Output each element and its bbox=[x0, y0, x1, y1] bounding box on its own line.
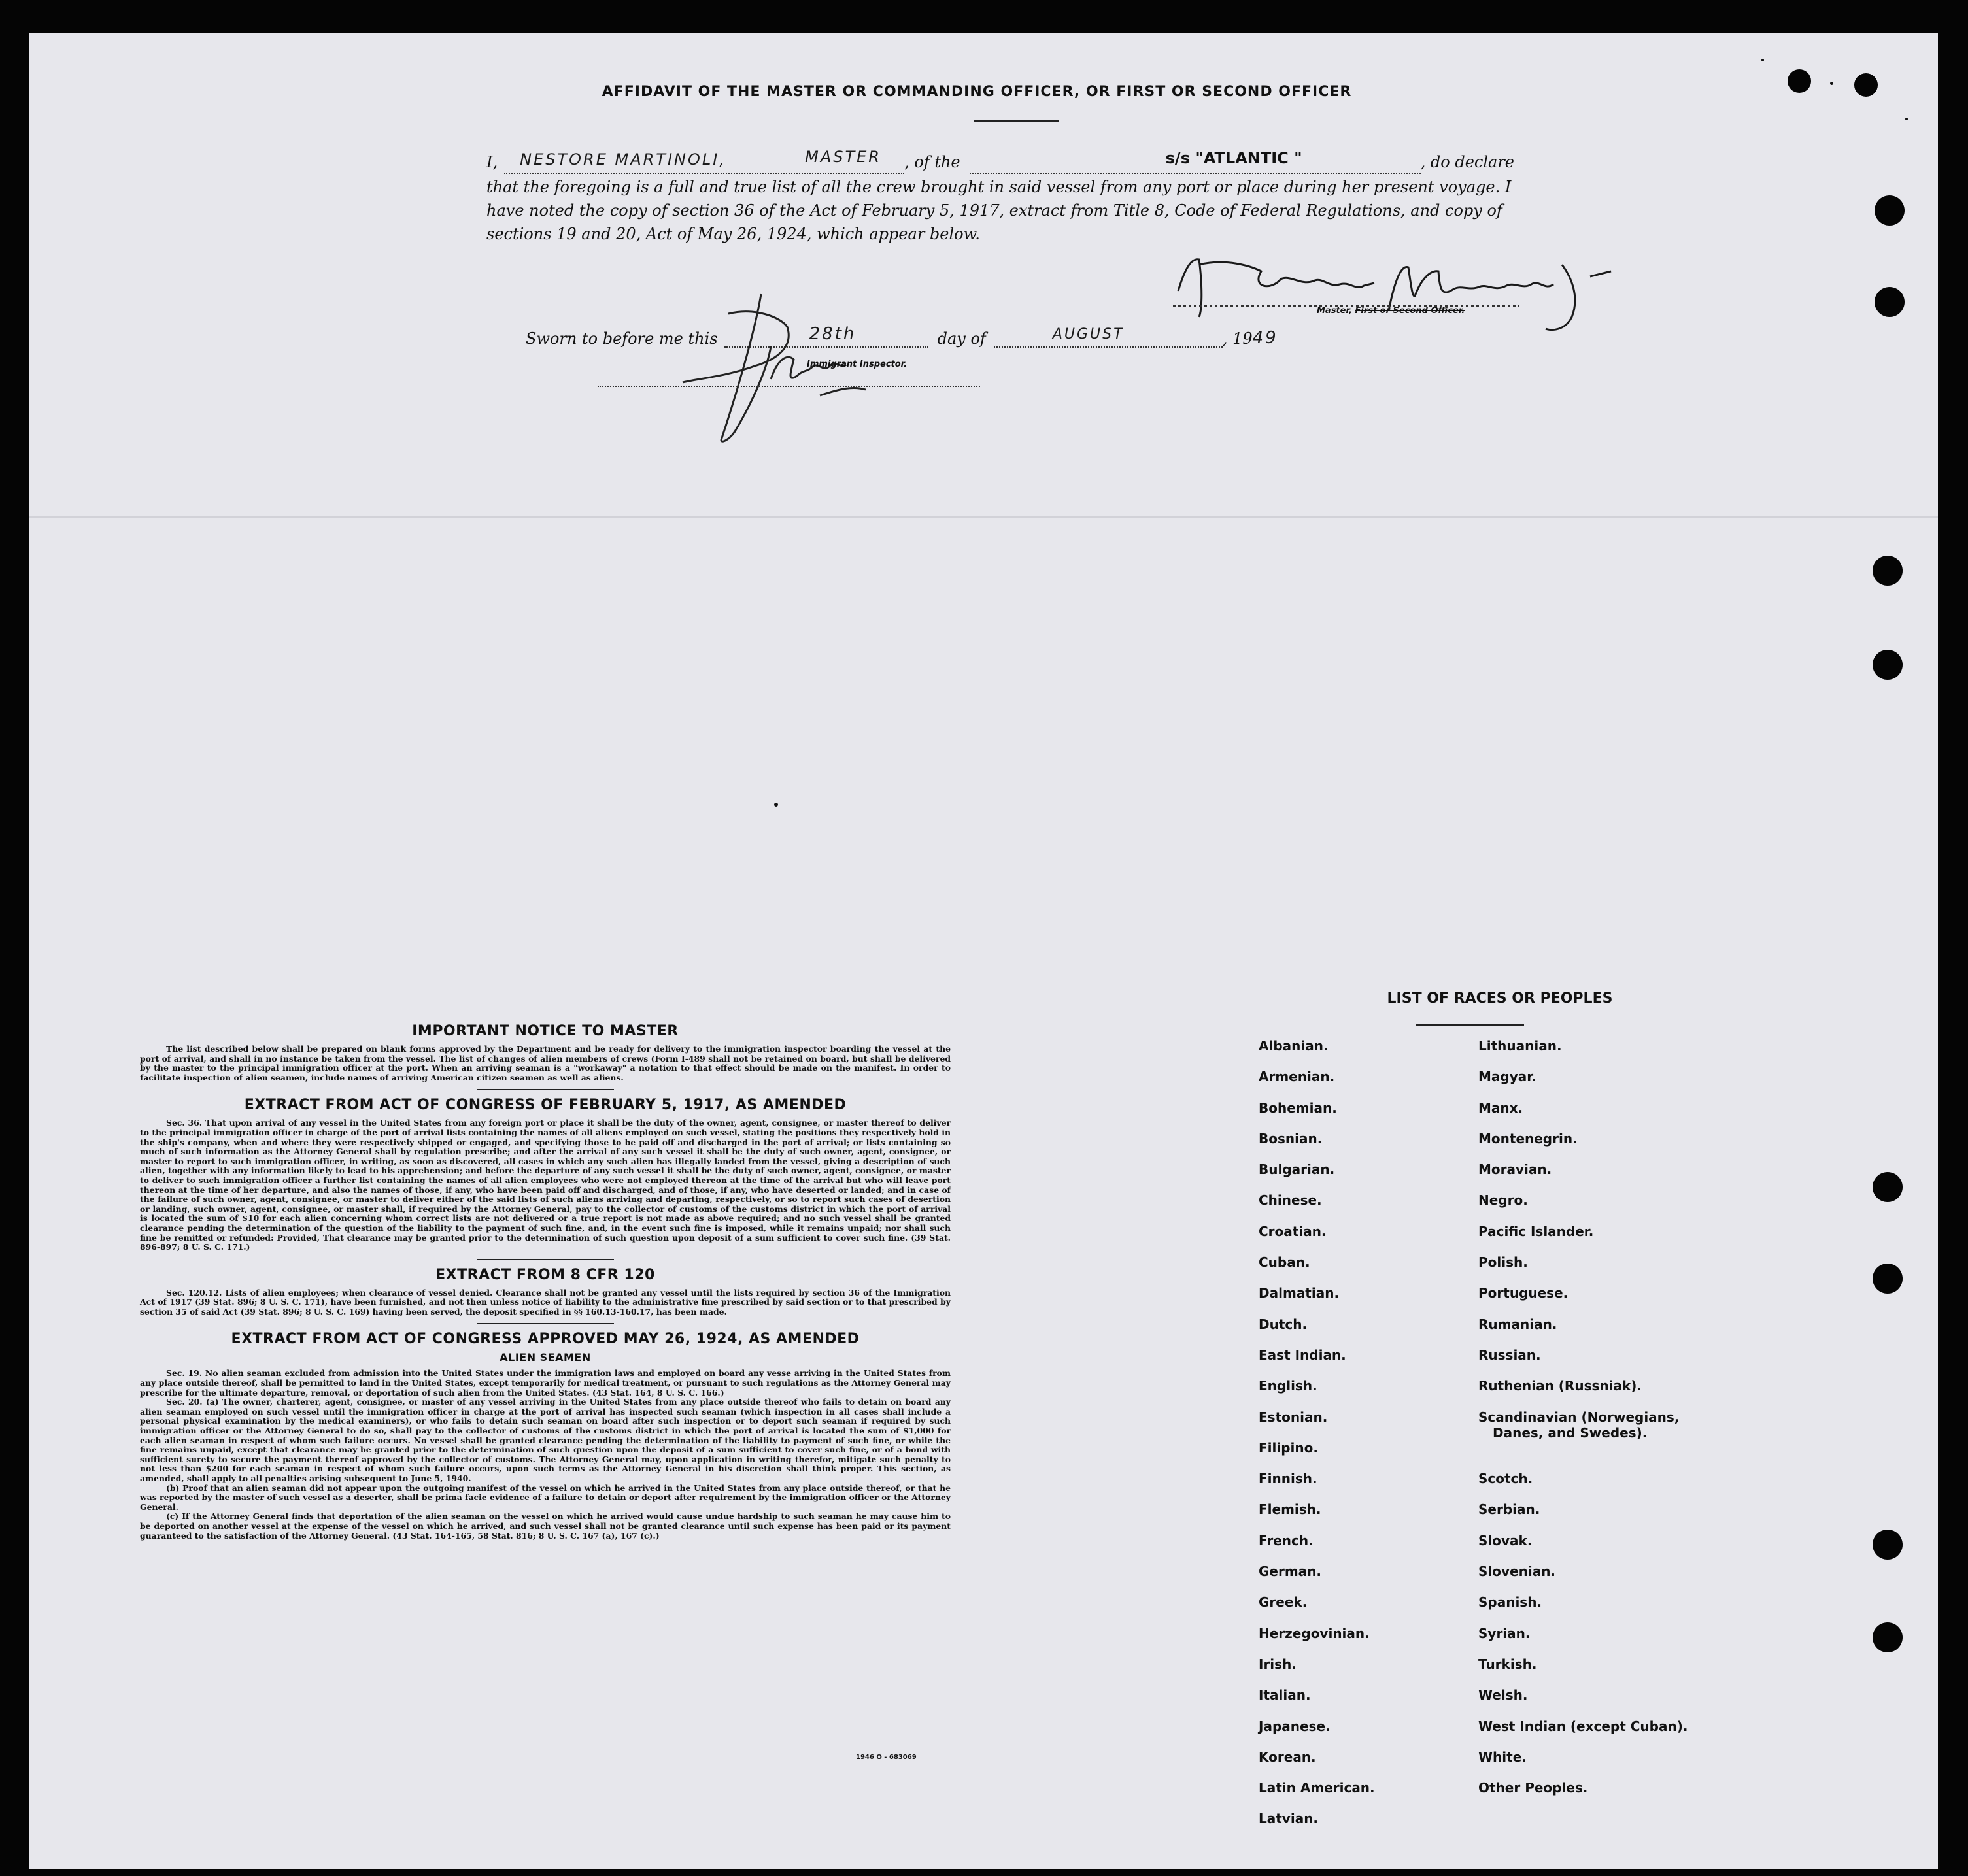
race-item: English. bbox=[1259, 1378, 1317, 1394]
race-item: Albanian. bbox=[1259, 1038, 1329, 1054]
print-code: 1946 O - 683069 bbox=[856, 1754, 917, 1761]
master-signature-label bbox=[1317, 306, 1465, 316]
section-divider bbox=[477, 1259, 614, 1260]
race-item: Bosnian. bbox=[1259, 1130, 1323, 1147]
race-item: Slovak. bbox=[1478, 1532, 1533, 1549]
race-item: Russian. bbox=[1478, 1347, 1541, 1363]
race-item-label: Scandinavian (Norwegians, bbox=[1478, 1409, 1680, 1425]
master-label: Master, bbox=[1317, 306, 1352, 316]
race-item: West Indian (except Cuban). bbox=[1478, 1718, 1688, 1734]
inspector-signature-line bbox=[598, 386, 980, 387]
binder-hole-icon bbox=[1873, 556, 1903, 586]
race-item: Serbian. bbox=[1478, 1501, 1540, 1518]
declaration-line bbox=[486, 150, 1549, 174]
race-item: Italian. bbox=[1259, 1687, 1311, 1703]
race-item: White. bbox=[1478, 1749, 1527, 1765]
race-item: Portuguese. bbox=[1478, 1285, 1569, 1301]
race-item: German. bbox=[1259, 1564, 1322, 1580]
races-left-column bbox=[1259, 1038, 1375, 1842]
section-divider bbox=[477, 1089, 614, 1090]
sec19-paragraph: Sec. 19. No alien seaman excluded from admission into the United States under the immigration laws and employed on board any vesse arriving in the United States from any place outside thereof, shall be permitted to land in the United States, except temporarily for medical treatment, or pursuant to such regulations as the Attorney General may prescribe for the ultimate departure, removal, or deportation of such alien from the United States. (43 Stat. 164, 8 U. S. C. 166.) bbox=[140, 1368, 951, 1398]
binder-hole-icon bbox=[1873, 1172, 1903, 1202]
races-title-rule bbox=[1416, 1024, 1524, 1026]
notice-text bbox=[140, 1045, 951, 1082]
race-item: Other Peoples. bbox=[1478, 1780, 1588, 1796]
ink-speck bbox=[1761, 59, 1764, 61]
extract-1917-text bbox=[140, 1118, 951, 1252]
race-item-scandinavian bbox=[1478, 1409, 1688, 1471]
race-item: Ruthenian (Russniak). bbox=[1478, 1378, 1642, 1394]
binder-hole-icon bbox=[1873, 1264, 1903, 1294]
race-item: Japanese. bbox=[1259, 1718, 1331, 1734]
extract-cfr-text bbox=[140, 1288, 951, 1317]
race-item: Armenian. bbox=[1259, 1069, 1335, 1085]
extract-1924-title: EXTRACT FROM ACT OF CONGRESS APPROVED MAY 26, 1924, AS AMENDED bbox=[231, 1331, 860, 1348]
page-fold-line bbox=[29, 516, 1938, 518]
master-signature-icon bbox=[1153, 219, 1624, 343]
day-of-label: day of bbox=[937, 329, 986, 348]
race-item: Slovenian. bbox=[1478, 1564, 1556, 1580]
races-title: LIST OF RACES OR PEOPLES bbox=[1387, 990, 1613, 1007]
race-item: Rumanian. bbox=[1478, 1316, 1557, 1332]
binder-hole-icon bbox=[1875, 287, 1905, 317]
race-item: Finnish. bbox=[1259, 1471, 1317, 1487]
extract-cfr-title: EXTRACT FROM 8 CFR 120 bbox=[435, 1266, 655, 1283]
ink-speck bbox=[1905, 118, 1908, 120]
race-item: Dalmatian. bbox=[1259, 1285, 1340, 1301]
race-item: Latin American. bbox=[1259, 1780, 1375, 1796]
race-item: Spanish. bbox=[1478, 1594, 1542, 1611]
month-handwritten: AUGUST bbox=[1052, 326, 1125, 343]
binder-hole-icon bbox=[1873, 1622, 1903, 1652]
affidavit-title: AFFIDAVIT OF THE MASTER OR COMMANDING OFFICER, OR FIRST OR SECOND OFFICER bbox=[602, 84, 1352, 100]
binder-hole-icon bbox=[1873, 650, 1903, 680]
year-handwritten: 49 bbox=[1252, 328, 1278, 348]
title-rule bbox=[974, 120, 1059, 122]
race-item: Syrian. bbox=[1478, 1625, 1531, 1641]
year-prefix: , 19 bbox=[1222, 329, 1253, 348]
vessel-name: s/s "ATLANTIC " bbox=[1165, 149, 1302, 167]
officer-label-struck: First or Second Officer. bbox=[1355, 306, 1465, 316]
race-item-continued: Danes, and Swedes). bbox=[1493, 1424, 1648, 1441]
extract-1917-title: EXTRACT FROM ACT OF CONGRESS OF FEBRUARY 5, 1917, AS AMENDED bbox=[244, 1097, 847, 1114]
extract-1924-text bbox=[140, 1369, 951, 1541]
race-item: Turkish. bbox=[1478, 1656, 1537, 1672]
race-item: Polish. bbox=[1478, 1254, 1528, 1271]
race-item: Bohemian. bbox=[1259, 1099, 1337, 1116]
race-item: Chinese. bbox=[1259, 1192, 1322, 1209]
notice-paragraph: The list described below shall be prepared on blank forms approved by the Department and be ready for delivery to the immigration inspector boarding the vessel at the port of arrival, and shall in no instance be taken from the vessel. The list of changes of alien members of crews (Form I-489 shall not be retained on board, but shall be delivered by the master to the principal immigration officer at the port. When an arriving seaman is a "workaway" a notation to that effect should be made on the manifest. In order to facilitate inspection of alien seamen, include names of arriving American citizen seamen as well as aliens. bbox=[140, 1044, 951, 1082]
race-item: Lithuanian. bbox=[1478, 1038, 1562, 1054]
of-the-label: , of the bbox=[904, 153, 960, 171]
race-item: Herzegovinian. bbox=[1259, 1625, 1370, 1641]
race-item: French. bbox=[1259, 1532, 1314, 1549]
race-item: Estonian. bbox=[1259, 1409, 1328, 1425]
race-item: Negro. bbox=[1478, 1192, 1528, 1209]
notice-title: IMPORTANT NOTICE TO MASTER bbox=[412, 1023, 679, 1039]
vessel-name-field bbox=[970, 149, 1421, 174]
race-item: Greek. bbox=[1259, 1594, 1308, 1611]
race-item: Scotch. bbox=[1478, 1471, 1533, 1487]
race-item: Bulgarian. bbox=[1259, 1162, 1335, 1178]
race-item: Magyar. bbox=[1478, 1069, 1536, 1085]
document-page bbox=[29, 33, 1938, 1869]
binder-hole-icon bbox=[1854, 73, 1878, 97]
race-item: Filipino. bbox=[1259, 1439, 1318, 1456]
sec20a-paragraph: Sec. 20. (a) The owner, charterer, agent, consignee, or master of any vessel arriving in the United States from any place outside thereof who fails to detain on board any alien seaman employed on such vessel until the immigration officer in charge at the port of arrival has inspected such seaman (which inspection in all cases shall include a personal physical examination by the medical examiners), or who fails to detain such seaman on board after such inspection or to deport such seaman if required by such immigration officer or the Attorney General to do so, shall pay to the collector of customs of the customs district in which the port of arrival is located the sum of $1,000 for each alien seaman in respect of whom such failure occurs. No vessel shall be granted clearance pending the determination of the liability to payment of such fine, or while the fine remains unpaid, except that clearance may be granted prior to the determination of such question upon the deposit of a sum sufficient to cover such fine, or of a bond with sufficient surety to secure the payment thereof approved by the collector of customs. The Attorney General may, upon application in writing therefor, mitigate such penalty to not less than $200 for each seaman in respect of whom such failure occurs, upon such terms as the Attorney General in his discretion shall think proper. This section, as amended, shall apply to all penalties arising subsequent to June 5, 1940. bbox=[140, 1397, 951, 1483]
sec36-paragraph: Sec. 36. That upon arrival of any vessel in the United States from any foreign port or place it shall be the duty of the owner, agent, consignee, or master thereof to deliver to the principal immigration officer in charge of the port of arrival lists containing the names of all aliens employed on such vessel, stating the positions they respectively hold in the ship's company, when and where they were respectively shipped or engaged, and specifying those to be paid off and discharged in the port of arrival; or lists containing so much of such information as the Attorney General shall by regulation prescribe; and after the arrival of any such vessel it shall be the duty of such owner, agent, consignee, or master to report to such immigration officer, in writing, as soon as discovered, all cases in which any such alien has illegally landed from the vessel, giving a description of such alien, together with any information likely to lead to his apprehension; and before the departure of any such vessel it shall be the duty of such owner, agent, consignee, or master to deliver to such immigration officer a further list containing the names of all alien employees who were not employed thereon at the time of the arrival but who will leave port thereon at the time of her departure, and also the names of those, if any, who have been paid off and discharged, and of those, if any, who have deserted or landed; and in case of the failure of such owner, agent, consignee, or master to deliver either of the said lists of such aliens arriving and departing, respectively, or so to report such cases of desertion or landing, such owner, agent, consignee, or master shall, if required by the Attorney General, pay to the collector of customs of the customs district in which the port of arrival is located the sum of $10 for each alien concerning whom correct lists are not delivered or a true report is not made as above required; and no such vessel shall be granted clearance pending the determination of the question of the liability to the payment of such fine, and, in the event such fine is imposed, while it remains unpaid; nor shall such fine be remitted or refunded: Provided, That clearance may be granted prior to the determination of such question upon deposit of a sum sufficient to cover such fine. (39 Stat. 896-897; 8 U. S. C. 171.) bbox=[140, 1118, 951, 1252]
binder-hole-icon bbox=[1875, 195, 1905, 226]
race-item: Cuban. bbox=[1259, 1254, 1310, 1271]
race-item: Pacific Islander. bbox=[1478, 1223, 1594, 1239]
race-item: Montenegrin. bbox=[1478, 1130, 1578, 1147]
race-item: Korean. bbox=[1259, 1749, 1316, 1765]
rank-handwritten: MASTER bbox=[805, 148, 881, 166]
notice-column bbox=[140, 1023, 951, 1541]
sworn-line bbox=[526, 324, 1278, 348]
sec120-paragraph: Sec. 120.12. Lists of alien employees; when clearance of vessel denied. Clearance shall not be granted any vessel until the lists required by section 36 of the Immigration Act of 1917 (39 Stat. 896; 8 U. S. C. 171), have been furnished, and not then unless notice of liability to the administrative fine prescribed by said section or to that prescribed by section 35 of said Act (39 Stat. 896; 8 U. S. C. 169) having been served, the deposit specified in §§ 160.13-160.17, has been made. bbox=[140, 1287, 951, 1316]
sec20c-paragraph: (c) If the Attorney General finds that deportation of the alien seaman on the vessel on which he arrived would cause undue hardship to such seaman he may cause him to be deported on another vessel at the expense of the vessel on which he arrived, and such vessel shall not be granted clearance until such expense has been paid or its payment guaranteed to the satisfaction of the Attorney General. (43 Stat. 164-165, 58 Stat. 816; 8 U. S. C. 167 (a), 167 (c).) bbox=[140, 1511, 951, 1541]
race-item: Dutch. bbox=[1259, 1316, 1308, 1332]
race-item: Flemish. bbox=[1259, 1501, 1321, 1518]
month-field bbox=[994, 327, 1223, 348]
race-item: Croatian. bbox=[1259, 1223, 1327, 1239]
races-right-column bbox=[1478, 1038, 1688, 1811]
race-item: Welsh. bbox=[1478, 1687, 1528, 1703]
alien-seamen-subtitle: ALIEN SEAMEN bbox=[500, 1351, 591, 1364]
affidavit-declaration-text: that the foregoing is a full and true list of all the crew brought in said vessel from any port or place during her present voyage. I have noted the copy of section 36 of the Act of February 5, 1917, extract from Title 8, Code of Federal Regulations, and copy of sections 19 and 20, Act of May 26, 1924, which appear below. bbox=[486, 178, 1512, 243]
master-name-handwritten: NESTORE MARTINOLI, bbox=[520, 150, 726, 169]
inspector-label: Immigrant Inspector. bbox=[807, 360, 908, 369]
ink-speck bbox=[1830, 82, 1833, 85]
i-label: I, bbox=[486, 153, 498, 171]
race-item: East Indian. bbox=[1259, 1347, 1346, 1363]
master-name-field bbox=[504, 148, 904, 174]
sec20b-paragraph: (b) Proof that an alien seaman did not appear upon the outgoing manifest of the vessel on which he arrived in the United States from any place outside thereof, or that he was reported by the master of such vessel as a deserter, shall be prima facie evidence of a failure to detain or deport after requirement by the immigration officer or the Attorney General. bbox=[140, 1482, 951, 1512]
binder-hole-icon bbox=[1873, 1530, 1903, 1560]
binder-hole-icon bbox=[1788, 69, 1811, 93]
race-item: Moravian. bbox=[1478, 1162, 1552, 1178]
race-item: Latvian. bbox=[1259, 1811, 1319, 1827]
ink-speck bbox=[774, 803, 778, 807]
day-handwritten: 28th bbox=[809, 324, 857, 344]
section-divider bbox=[477, 1323, 614, 1324]
do-declare-label: , do declare bbox=[1420, 153, 1515, 171]
sworn-label: Sworn to before me this bbox=[526, 329, 718, 348]
race-item: Manx. bbox=[1478, 1099, 1523, 1116]
race-item: Irish. bbox=[1259, 1656, 1297, 1672]
